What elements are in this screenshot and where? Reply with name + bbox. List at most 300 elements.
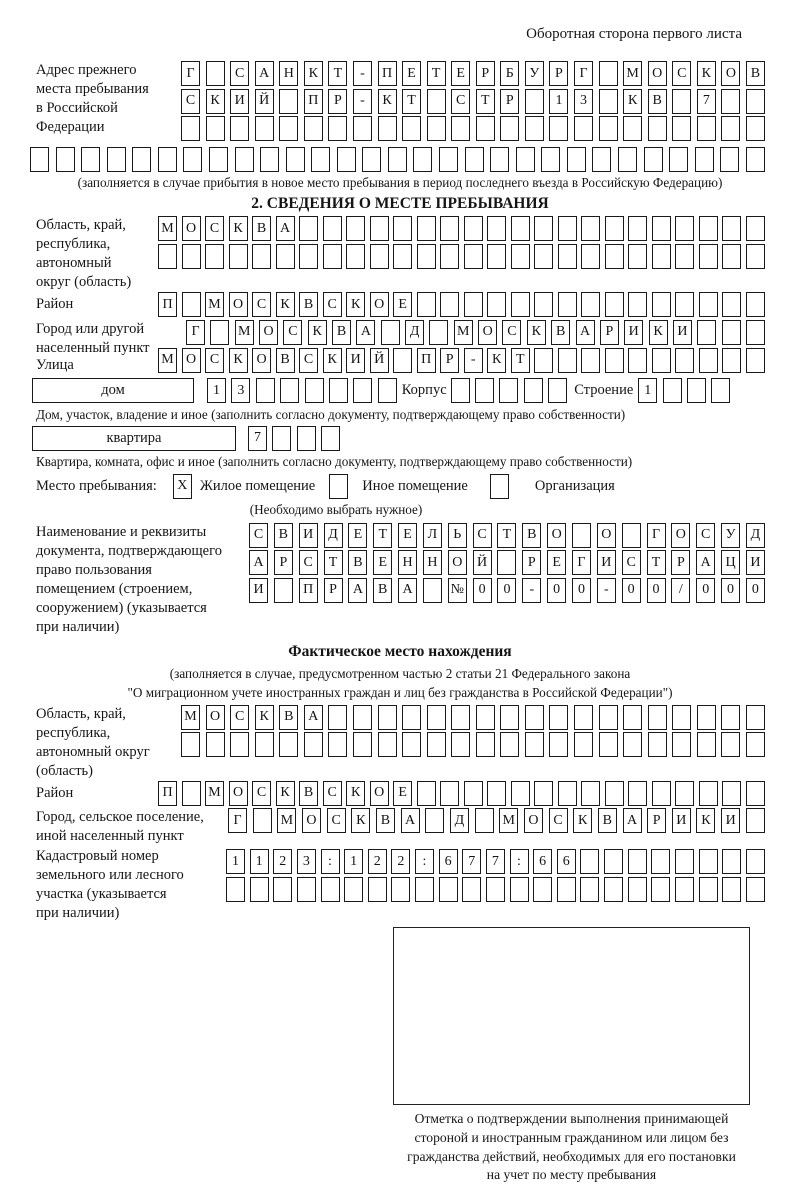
char-cell[interactable] [558,216,577,241]
char-cell[interactable] [648,732,667,757]
char-cell[interactable]: И [746,550,765,575]
char-cell[interactable] [182,244,201,269]
char-cell[interactable] [274,578,293,603]
char-cell[interactable] [181,732,200,757]
char-cell[interactable] [548,378,567,403]
char-cell[interactable]: Т [402,89,421,114]
char-cell[interactable] [746,808,765,833]
char-cell[interactable] [497,550,516,575]
char-cell[interactable] [605,216,624,241]
char-cell[interactable] [30,147,49,172]
char-cell[interactable] [605,781,624,806]
char-cell[interactable] [628,292,647,317]
char-cell[interactable] [279,89,298,114]
char-cell[interactable]: О [524,808,543,833]
char-cell[interactable]: М [181,705,200,730]
char-cell[interactable] [605,292,624,317]
char-cell[interactable]: Н [423,550,442,575]
char-cell[interactable] [346,244,365,269]
checkbox-other-premises[interactable] [329,474,348,499]
char-cell[interactable]: Т [497,523,516,548]
char-cell[interactable] [672,732,691,757]
char-cell[interactable]: У [525,61,544,86]
char-cell[interactable] [427,89,446,114]
char-cell[interactable] [486,877,505,902]
char-cell[interactable] [721,732,740,757]
char-cell[interactable]: М [277,808,296,833]
char-cell[interactable] [353,116,372,141]
char-cell[interactable] [581,292,600,317]
char-cell[interactable] [305,378,324,403]
char-cell[interactable] [675,292,694,317]
char-cell[interactable] [413,147,432,172]
char-cell[interactable] [549,705,568,730]
char-cell[interactable]: 1 [207,378,226,403]
char-cell[interactable] [534,244,553,269]
char-cell[interactable] [323,244,342,269]
char-cell[interactable] [720,147,739,172]
char-cell[interactable]: Е [451,61,470,86]
char-cell[interactable]: Д [324,523,343,548]
char-cell[interactable]: - [353,61,372,86]
char-cell[interactable] [618,147,637,172]
char-cell[interactable] [746,292,765,317]
char-cell[interactable] [580,877,599,902]
char-cell[interactable] [402,732,421,757]
char-cell[interactable]: 7 [248,426,267,451]
char-cell[interactable]: 2 [368,849,387,874]
char-cell[interactable] [362,147,381,172]
char-cell[interactable] [464,244,483,269]
char-cell[interactable] [722,320,741,345]
char-cell[interactable]: П [158,781,177,806]
char-cell[interactable]: У [721,523,740,548]
char-cell[interactable] [721,705,740,730]
char-cell[interactable] [393,244,412,269]
char-cell[interactable] [699,877,718,902]
char-cell[interactable]: 0 [721,578,740,603]
char-cell[interactable] [669,147,688,172]
char-cell[interactable]: Е [398,523,417,548]
char-cell[interactable] [722,781,741,806]
char-cell[interactable] [378,378,397,403]
char-cell[interactable] [499,378,518,403]
char-cell[interactable]: / [671,578,690,603]
char-cell[interactable] [235,147,254,172]
char-cell[interactable] [699,216,718,241]
char-cell[interactable]: В [373,578,392,603]
char-cell[interactable]: С [327,808,346,833]
char-cell[interactable]: Д [450,808,469,833]
char-cell[interactable] [663,378,682,403]
char-cell[interactable]: 0 [647,578,666,603]
char-cell[interactable] [476,705,495,730]
char-cell[interactable]: К [573,808,592,833]
char-cell[interactable]: Т [324,550,343,575]
char-cell[interactable] [286,147,305,172]
char-cell[interactable] [402,705,421,730]
char-cell[interactable] [604,877,623,902]
char-cell[interactable]: С [323,292,342,317]
char-cell[interactable]: С [283,320,302,345]
char-cell[interactable] [599,705,618,730]
char-cell[interactable] [697,320,716,345]
char-cell[interactable] [417,216,436,241]
char-cell[interactable]: 2 [273,849,292,874]
char-cell[interactable] [534,292,553,317]
char-cell[interactable] [475,808,494,833]
char-cell[interactable]: Г [647,523,666,548]
char-cell[interactable] [393,216,412,241]
char-cell[interactable]: И [624,320,643,345]
char-cell[interactable]: В [348,550,367,575]
char-cell[interactable]: Т [647,550,666,575]
char-cell[interactable]: С [181,89,200,114]
char-cell[interactable] [622,523,641,548]
char-cell[interactable]: 7 [486,849,505,874]
char-cell[interactable]: Т [328,61,347,86]
char-cell[interactable] [250,877,269,902]
char-cell[interactable]: И [299,523,318,548]
char-cell[interactable]: : [415,849,434,874]
char-cell[interactable] [464,781,483,806]
char-cell[interactable] [256,378,275,403]
char-cell[interactable]: - [522,578,541,603]
char-cell[interactable]: О [671,523,690,548]
char-cell[interactable] [746,348,765,373]
char-cell[interactable] [672,705,691,730]
char-cell[interactable] [299,244,318,269]
char-cell[interactable] [353,732,372,757]
char-cell[interactable] [279,732,298,757]
char-cell[interactable] [510,877,529,902]
char-cell[interactable]: Р [500,89,519,114]
char-cell[interactable] [487,216,506,241]
char-cell[interactable]: 0 [497,578,516,603]
char-cell[interactable]: М [623,61,642,86]
char-cell[interactable] [391,877,410,902]
char-cell[interactable] [476,732,495,757]
checkbox-residential[interactable]: X [173,474,192,499]
char-cell[interactable] [651,849,670,874]
char-cell[interactable] [721,89,740,114]
char-cell[interactable]: О [370,292,389,317]
char-cell[interactable] [321,426,340,451]
char-cell[interactable]: К [206,89,225,114]
char-cell[interactable] [652,781,671,806]
char-cell[interactable] [558,292,577,317]
char-cell[interactable]: Ц [721,550,740,575]
char-cell[interactable]: О [448,550,467,575]
char-cell[interactable]: С [323,781,342,806]
char-cell[interactable]: : [321,849,340,874]
char-cell[interactable] [451,705,470,730]
char-cell[interactable] [183,147,202,172]
char-cell[interactable]: Е [393,781,412,806]
char-cell[interactable] [451,116,470,141]
char-cell[interactable]: Е [373,550,392,575]
char-cell[interactable]: Д [746,523,765,548]
char-cell[interactable]: С [473,523,492,548]
char-cell[interactable]: В [746,61,765,86]
char-cell[interactable]: Р [671,550,690,575]
char-cell[interactable] [182,781,201,806]
char-cell[interactable] [132,147,151,172]
char-cell[interactable] [417,781,436,806]
char-cell[interactable] [672,89,691,114]
char-cell[interactable]: Н [398,550,417,575]
char-cell[interactable] [451,732,470,757]
char-cell[interactable]: П [417,348,436,373]
char-cell[interactable]: И [346,348,365,373]
char-cell[interactable]: К [229,216,248,241]
char-cell[interactable] [500,705,519,730]
char-cell[interactable] [56,147,75,172]
char-cell[interactable] [353,705,372,730]
char-cell[interactable] [599,61,618,86]
char-cell[interactable]: 6 [533,849,552,874]
char-cell[interactable]: - [353,89,372,114]
char-cell[interactable] [440,216,459,241]
char-cell[interactable]: М [158,216,177,241]
char-cell[interactable] [206,61,225,86]
char-cell[interactable]: Г [572,550,591,575]
char-cell[interactable]: К [697,61,716,86]
char-cell[interactable]: В [252,216,271,241]
char-cell[interactable] [628,244,647,269]
char-cell[interactable] [206,732,225,757]
char-cell[interactable]: В [376,808,395,833]
char-cell[interactable] [628,849,647,874]
char-cell[interactable] [297,426,316,451]
char-cell[interactable]: Т [427,61,446,86]
char-cell[interactable]: 6 [557,849,576,874]
char-cell[interactable]: 1 [549,89,568,114]
char-cell[interactable] [746,732,765,757]
char-cell[interactable] [581,348,600,373]
char-cell[interactable]: К [346,292,365,317]
char-cell[interactable] [346,216,365,241]
char-cell[interactable]: С [230,705,249,730]
char-cell[interactable]: Р [549,61,568,86]
char-cell[interactable] [462,877,481,902]
char-cell[interactable] [323,216,342,241]
char-cell[interactable]: В [648,89,667,114]
char-cell[interactable] [746,244,765,269]
char-cell[interactable] [297,877,316,902]
char-cell[interactable] [378,705,397,730]
char-cell[interactable] [205,244,224,269]
char-cell[interactable]: С [249,523,268,548]
char-cell[interactable] [746,320,765,345]
char-cell[interactable] [699,348,718,373]
char-cell[interactable]: М [158,348,177,373]
char-cell[interactable]: С [252,781,271,806]
char-cell[interactable] [158,244,177,269]
char-cell[interactable] [746,216,765,241]
char-cell[interactable]: Н [279,61,298,86]
char-cell[interactable]: К [276,781,295,806]
char-cell[interactable]: К [351,808,370,833]
char-cell[interactable]: Е [402,61,421,86]
char-cell[interactable]: М [205,781,224,806]
char-cell[interactable]: Й [370,348,389,373]
char-cell[interactable]: А [304,705,323,730]
char-cell[interactable] [81,147,100,172]
char-cell[interactable] [388,147,407,172]
char-cell[interactable] [107,147,126,172]
char-cell[interactable] [581,781,600,806]
char-cell[interactable] [276,244,295,269]
char-cell[interactable] [746,849,765,874]
char-cell[interactable]: С [622,550,641,575]
char-cell[interactable]: И [672,808,691,833]
char-cell[interactable] [272,426,291,451]
char-cell[interactable] [628,877,647,902]
char-cell[interactable] [417,292,436,317]
char-cell[interactable] [440,292,459,317]
char-cell[interactable]: 7 [462,849,481,874]
char-cell[interactable]: О [302,808,321,833]
char-cell[interactable]: В [522,523,541,548]
char-cell[interactable] [652,216,671,241]
char-cell[interactable]: Р [647,808,666,833]
char-cell[interactable] [487,244,506,269]
char-cell[interactable]: О [370,781,389,806]
char-cell[interactable] [604,849,623,874]
char-cell[interactable] [370,244,389,269]
char-cell[interactable] [722,877,741,902]
char-cell[interactable]: : [510,849,529,874]
char-cell[interactable] [746,147,765,172]
char-cell[interactable]: К [696,808,715,833]
char-cell[interactable]: 0 [696,578,715,603]
char-cell[interactable] [628,216,647,241]
char-cell[interactable] [181,116,200,141]
char-cell[interactable] [255,732,274,757]
char-cell[interactable] [557,877,576,902]
char-cell[interactable] [226,877,245,902]
char-cell[interactable] [476,116,495,141]
char-cell[interactable]: - [464,348,483,373]
char-cell[interactable] [652,244,671,269]
char-cell[interactable]: В [332,320,351,345]
char-cell[interactable]: П [304,89,323,114]
char-cell[interactable]: И [721,808,740,833]
char-cell[interactable]: М [454,320,473,345]
char-cell[interactable] [628,781,647,806]
char-cell[interactable]: 0 [622,578,641,603]
char-cell[interactable] [697,705,716,730]
char-cell[interactable] [381,320,400,345]
char-cell[interactable] [440,244,459,269]
char-cell[interactable] [648,705,667,730]
char-cell[interactable] [525,732,544,757]
char-cell[interactable]: К [304,61,323,86]
char-cell[interactable]: 0 [572,578,591,603]
char-cell[interactable] [368,877,387,902]
char-cell[interactable]: П [299,578,318,603]
char-cell[interactable] [675,348,694,373]
char-cell[interactable]: С [549,808,568,833]
char-cell[interactable] [567,147,586,172]
char-cell[interactable]: В [299,292,318,317]
char-cell[interactable]: М [235,320,254,345]
char-cell[interactable]: О [648,61,667,86]
char-cell[interactable] [353,378,372,403]
char-cell[interactable] [672,116,691,141]
char-cell[interactable] [525,89,544,114]
char-cell[interactable]: Д [405,320,424,345]
char-cell[interactable] [439,147,458,172]
char-cell[interactable]: А [249,550,268,575]
char-cell[interactable]: О [721,61,740,86]
char-cell[interactable] [182,292,201,317]
char-cell[interactable]: К [229,348,248,373]
char-cell[interactable]: К [276,292,295,317]
char-cell[interactable]: Р [440,348,459,373]
char-cell[interactable] [253,808,272,833]
char-cell[interactable]: 7 [697,89,716,114]
char-cell[interactable] [511,781,530,806]
char-cell[interactable]: К [623,89,642,114]
char-cell[interactable] [464,216,483,241]
char-cell[interactable] [230,116,249,141]
char-cell[interactable]: Р [324,578,343,603]
char-cell[interactable]: 3 [231,378,250,403]
char-cell[interactable]: Г [574,61,593,86]
char-cell[interactable] [695,147,714,172]
char-cell[interactable]: Е [348,523,367,548]
char-cell[interactable]: В [279,705,298,730]
char-cell[interactable]: - [597,578,616,603]
char-cell[interactable] [427,732,446,757]
char-cell[interactable]: 3 [574,89,593,114]
char-cell[interactable]: 0 [746,578,765,603]
char-cell[interactable]: С [252,292,271,317]
char-cell[interactable] [581,244,600,269]
char-cell[interactable] [429,320,448,345]
char-cell[interactable]: С [230,61,249,86]
char-cell[interactable] [549,116,568,141]
char-cell[interactable] [541,147,560,172]
char-cell[interactable] [722,849,741,874]
char-cell[interactable] [525,705,544,730]
char-cell[interactable] [699,244,718,269]
char-cell[interactable]: Е [393,292,412,317]
char-cell[interactable] [699,849,718,874]
char-cell[interactable]: В [274,523,293,548]
char-cell[interactable] [500,116,519,141]
char-cell[interactable] [572,523,591,548]
char-cell[interactable]: Р [600,320,619,345]
char-cell[interactable]: № [448,578,467,603]
char-cell[interactable] [697,116,716,141]
char-cell[interactable]: Т [511,348,530,373]
char-cell[interactable] [255,116,274,141]
char-cell[interactable] [592,147,611,172]
char-cell[interactable] [574,705,593,730]
char-cell[interactable] [697,732,716,757]
char-cell[interactable]: А [348,578,367,603]
char-cell[interactable] [427,116,446,141]
char-cell[interactable]: 0 [473,578,492,603]
char-cell[interactable]: И [673,320,692,345]
char-cell[interactable] [328,116,347,141]
char-cell[interactable]: А [398,578,417,603]
char-cell[interactable] [417,244,436,269]
char-cell[interactable]: Е [547,550,566,575]
